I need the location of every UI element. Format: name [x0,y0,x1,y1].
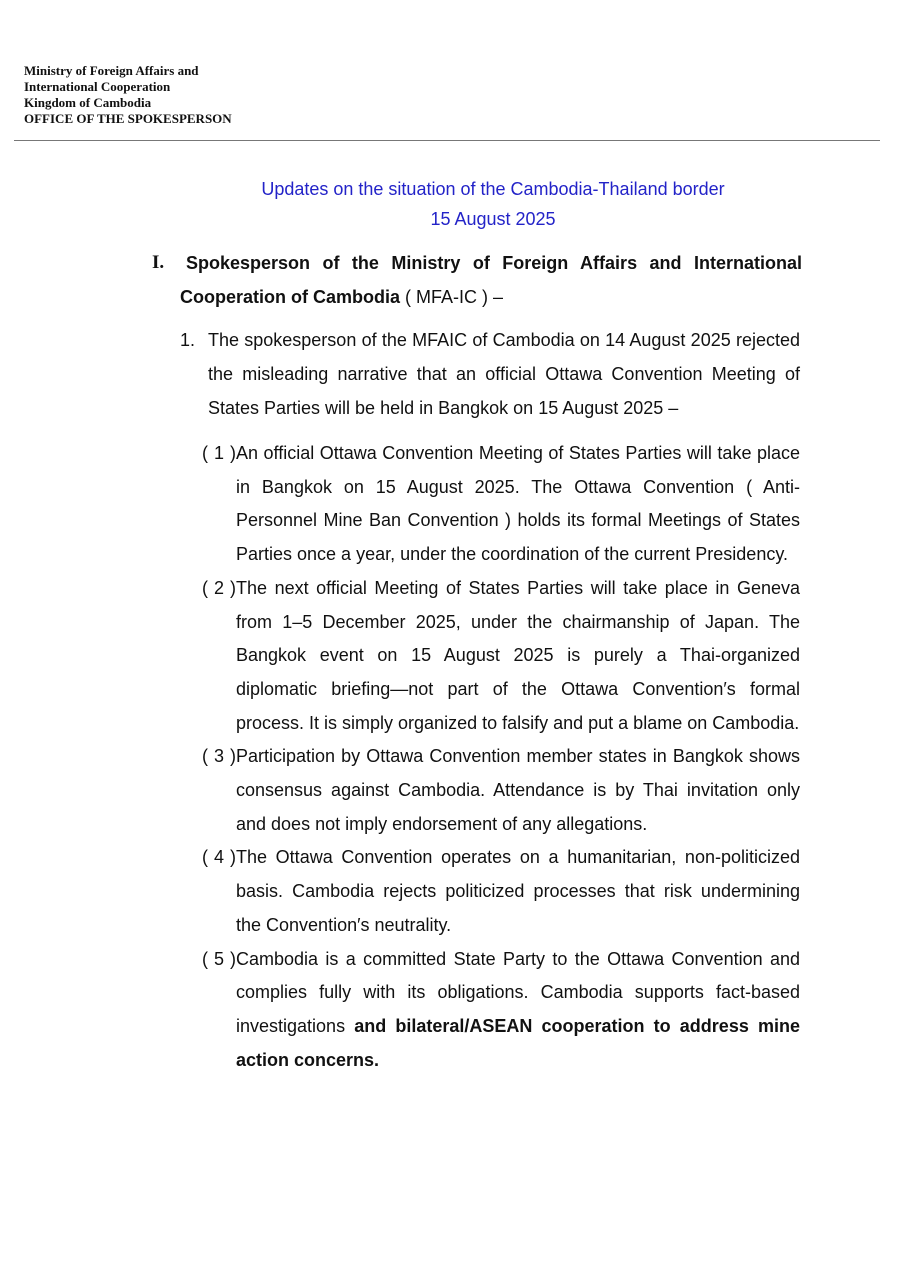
sub-item-number: ( 5 ) [202,948,237,969]
section-i [152,246,802,314]
letterhead-kingdom-line: Kingdom of Cambodia [24,95,152,110]
sub-item-text: The Ottawa Convention operates on a humanitarian, non-politicized basis. Cambodia rejects politicized processes that risk undermining the Convention′s neutrality. [236,847,800,935]
title-heading: Updates on the situation of the Cambodia-Thailand border [261,179,725,199]
sub-item-4 [202,841,800,942]
letterhead-ministry-line: Ministry of Foreign Affairs and [24,63,199,78]
section-heading-text: Spokesperson of the Ministry of Foreign Affairs and International Cooperation of Cambodia [180,253,802,307]
sub-item-number: ( 1 ) [202,443,237,463]
sub-item-text: An official Ottawa Convention Meeting of States Parties will take place in Bangkok on 15 August 2025. The Ottawa Convention ( Anti-Personnel Mine Ban Convention ) holds its formal Meetings of States Parties once a year, under the coordination of the current Presidency. [236,443,800,565]
letterhead [24,63,232,127]
list-item-number: 1. [180,330,196,350]
sub-item-1 [202,437,800,572]
sub-item-2 [202,572,800,741]
sub-item-text: Cambodia is a committed State Party to the Ottawa Convention and complies fully with its obligations. Cambodia supports fact-based investigations [236,948,800,1036]
sub-item-5 [202,943,800,1078]
section-heading [180,246,802,314]
title-date: 15 August 2025 [430,209,556,229]
sub-item-text: The next official Meeting of States Parties will take place in Geneva from 1–5 December 2025, under the chairmanship of Japan. The Bangkok event on 15 August 2025 is purely a Thai-organized diplomatic briefing—not part of the Ottawa Convention′s formal process. It is simply organized to falsify and put a blame on Cambodia. [236,577,800,733]
letterhead-office-line: OFFICE OF THE SPOKESPERSON [24,111,232,126]
section-heading-tail: ( MFA-IC ) – [405,287,504,307]
sub-item-number: ( 2 ) [202,577,237,598]
list-item-text: The spokesperson of the MFAIC of Cambodia on 14 August 2025 rejected the misleading narrative that an official Ottawa Convention Meeting of States Parties will be held in Bangkok on 15 August 2025 – [208,330,800,418]
sub-item-list [202,437,800,1077]
document-title [200,174,786,234]
sub-item-number: ( 3 ) [202,746,237,767]
section-number: I. [152,252,165,273]
sub-item-number: ( 4 ) [202,847,237,868]
sub-item-text: Participation by Ottawa Convention member states in Bangkok shows consensus against Cambodia. Attendance is by Thai invitation only and does not imply endorsement of any allegations. [236,746,800,834]
header-divider [14,140,880,141]
letterhead-cooperation-line: International Cooperation [24,79,171,94]
list-item-1 [180,323,800,425]
sub-item-bold-text: and bilateral/ASEAN cooperation to address mine action concerns. [236,1015,800,1070]
sub-item-3 [202,740,800,841]
